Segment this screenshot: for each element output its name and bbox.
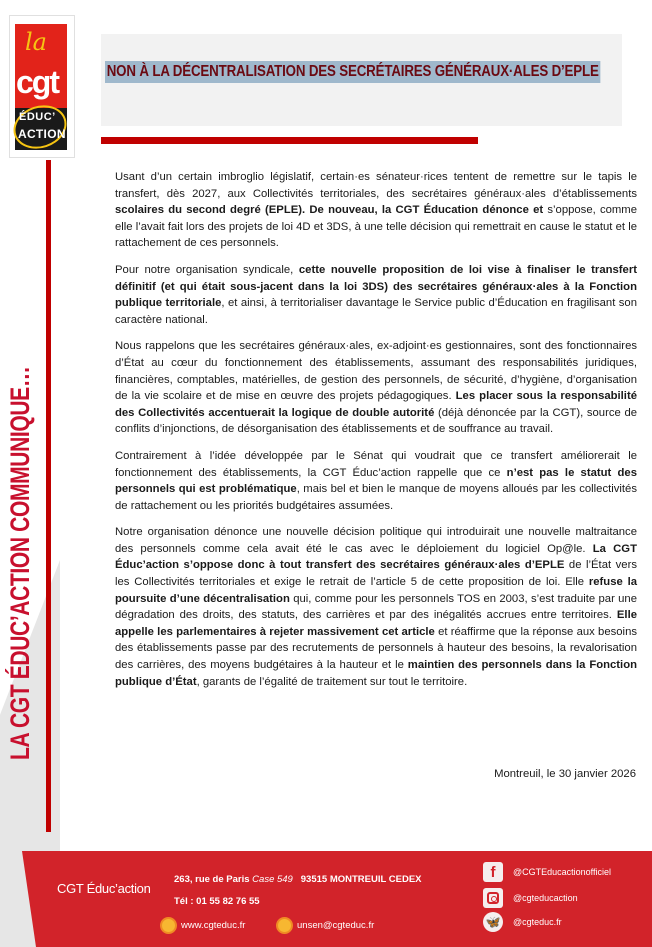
logo-red-block [15,24,67,108]
text-run: , mais bel et bien le manque de moyens alloués par les collectivités de rattachement ou les priorités budgétaires assumées. [115,483,637,512]
bold-run: cette nouvelle proposition de loi vise à finaliser le transfert définitif (et qui était sous-jacent dans la loi 3DS) des secrétaires généraux·ales à la Fonction publique territoriale [115,263,638,310]
paragraph-5 [115,524,637,690]
logo-black-block [15,108,67,150]
text-run: (déjà dénoncée par la CGT), source de conflits d’injonctions, de désorganisation des établissements et de souffrance au travail. [115,406,638,436]
bold-run: Elle appelle les parlementaires à rejeter massivement cet article [115,609,637,638]
paragraph-1 [115,169,637,252]
logo-la: la [25,28,47,56]
website-link[interactable]: www.cgteduc.fr [181,920,246,931]
paragraph-3 [115,338,637,438]
logo-cgt: cgt [16,64,58,100]
sidebar-vertical-label [5,256,36,760]
logo-action: ACTION [18,127,66,141]
bold-run: La CGT Éduc’action s’oppose donc à tout transfert des secrétaires généraux·ales d’EPLE [115,542,637,572]
text-run: , garants de l’égalité de traitement sur tout le territoire. [196,675,468,688]
text-run: et réaffirme que la réponse aux besoins des établissements passe par des recrutements de personnels à hauteur des besoins, la revalorisation des carrières, des moyens budgétaires à la hauteur et le [115,625,637,672]
text-run: Nous rappelons que les secrétaires généraux·ales, ex-adjoint·es gestionnaires, sont des fonctionnaires d’État au cœur du fonctionnement des établissements, assumant des responsabilités juridiques, financières, comptables, matérielles, de gestion des personnels, de sécurité, d’hygiène, d’organisation de la vie scolaire et de mise en œuvre des projets pédagogiques. [115,340,637,403]
title-box [101,34,622,126]
social-bluesky[interactable] [483,912,562,932]
globe-icon [160,917,177,934]
social-instagram[interactable] [483,888,578,908]
body-text [115,169,637,700]
facebook-handle[interactable]: @CGTEducactionofficiel [513,867,612,877]
footer-street: 263, rue de Paris [174,874,250,885]
cgt-educaction-logo [9,15,75,158]
footer-city: 93515 MONTREUIL CEDEX [300,874,422,885]
title-underline-rule [101,137,478,144]
bluesky-butterfly-icon: 🦋 [483,912,503,932]
instagram-handle[interactable]: @cgteducaction [513,893,578,903]
footer-case: Case 549 [252,874,293,885]
bold-run: refuse la poursuite d’une décentralisation [115,576,638,605]
text-run: de l’État vers les Collectivités territoriales et exige le retrait de l’article 5 de cette proposition de loi. Elle [115,559,637,589]
text-run: Contrairement à l’idée développée par le Sénat qui voudrait que ce transfert améliorerait le fonctionnement des établissements, la CGT Éduc’action rappelle que ce [115,449,637,479]
email-link[interactable]: unsen@cgteduc.fr [297,920,375,931]
bold-run: n’est pas le statut des personnels qui est problématique [115,466,637,496]
footer-phone: Tél : 01 55 82 76 55 [174,896,260,907]
text-run: s’oppose, comme elle l’avait fait lors des projets de loi 4D et 3DS, à une telle décision qui remettrait en cause le statut et le rattachement de ces personnels. [115,204,638,250]
facebook-icon: f [483,862,503,882]
bold-run: scolaires du second degré (EPLE). De nouveau, la CGT Éducation dénonce et [115,204,544,217]
text-run: qui, comme pour les personnels TOS en 2003, s’est traduite par une dégradation des droits, des statuts, des carrières et par des inégalités accrues entre territoires. [115,592,637,622]
page-title: NON À LA DÉCENTRALISATION DES SECRÉTAIRES GÉNÉRAUX·ALES D’EPLE [105,61,600,83]
instagram-icon [483,888,503,908]
bold-run: maintien des personnels dans la Fonction publique d’État [115,659,637,688]
bluesky-handle[interactable]: @cgteduc.fr [513,917,562,927]
paragraph-2 [115,262,637,328]
paragraph-4 [115,448,637,514]
footer-website[interactable] [160,917,245,934]
signature-date: Montreuil, le 30 janvier 2026 [494,768,636,780]
footer-org-name: CGT Éduc’action [57,881,151,896]
text-run: Usant d’un certain imbroglio législatif, certain·es sénateur·rices tentent de remettre sur le tapis le transfert, dès 2027, aux Collectivités territoriales, des secrétaires généraux·ales d’établissements [115,171,637,200]
text-run: , et ainsi, à territorialiser davantage le Service public d’Éducation en fragilisant son caractère national. [115,297,637,326]
envelope-icon [276,917,293,934]
text-run: Pour notre organisation syndicale, [115,263,299,276]
footer-email[interactable] [276,917,374,934]
logo-educ: ÉDUC’ [19,111,56,123]
social-facebook[interactable] [483,862,611,882]
vertical-label-text: LA CGT ÉDUC’ACTION COMMUNIQUE… [5,366,35,760]
footer-address [174,874,422,885]
vertical-red-rule [46,160,51,832]
text-run: Notre organisation dénonce une nouvelle décision politique qui introduirait une nouvelle maltraitance des personnels comme cela avait été le cas avec le déploiement du logiciel Op@le. [115,526,637,555]
bold-run: Les placer sous la responsabilité des Collectivités accentuerait la logique de double autorité [115,390,637,419]
